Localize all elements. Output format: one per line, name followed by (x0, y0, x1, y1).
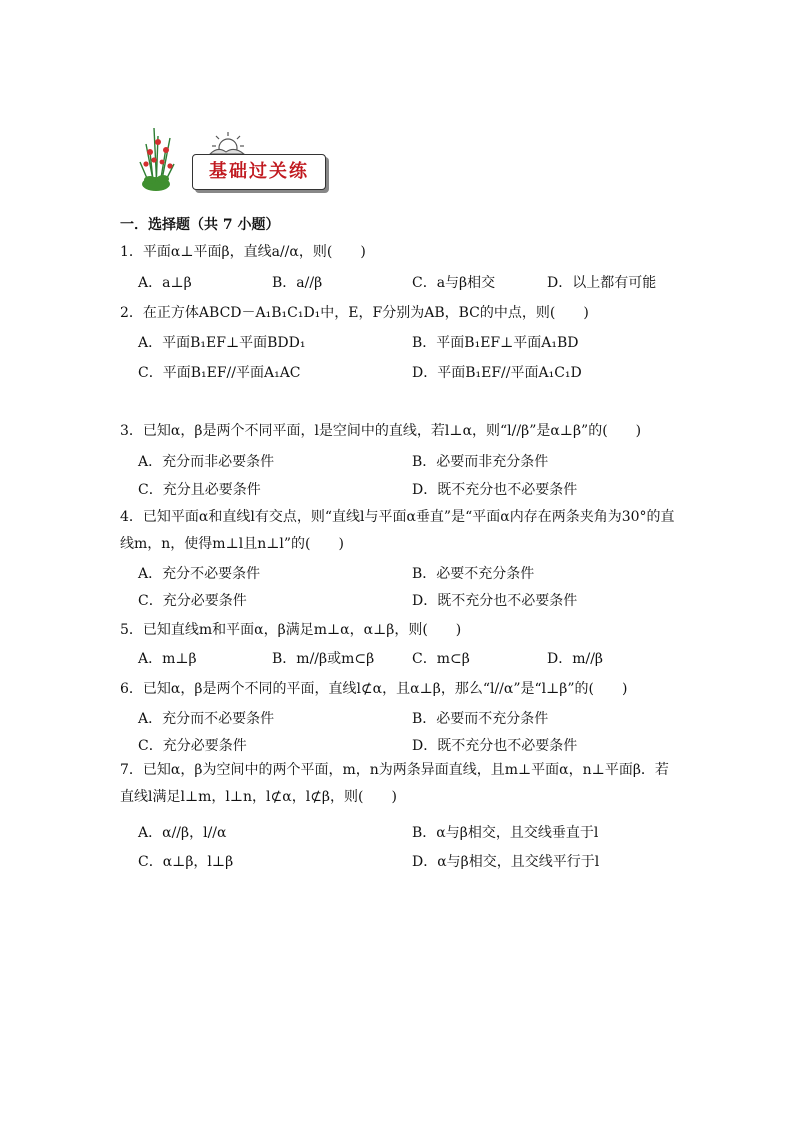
q6-option-a: A．充分而不必要条件 (138, 711, 275, 727)
q7-option-d: D．α与β相交，且交线平行于l (412, 854, 600, 870)
section-heading: 一．选择题（共 7 小题） (120, 217, 280, 233)
q5-option-d: D．m//β (547, 651, 604, 667)
question-2-stem: 2．在正方体ABCD－A₁B₁C₁D₁中，E，F分别为AB，BC的中点，则( ) (120, 305, 589, 321)
q7-option-b: B．α与β相交，且交线垂直于l (412, 825, 599, 841)
q1-option-c: C．a与β相交 (412, 275, 496, 291)
q3-option-c: C．充分且必要条件 (138, 482, 261, 498)
banner-title: 基础过关练 (209, 161, 309, 182)
q3-option-b: B．必要而非充分条件 (412, 454, 549, 470)
q4-option-c: C．充分必要条件 (138, 593, 247, 609)
q3-option-d: D．既不充分也不必要条件 (412, 482, 578, 498)
q3-option-a: A．充分而非必要条件 (138, 454, 275, 470)
banner-label-box (192, 154, 326, 190)
q5-option-b: B．m//β或m⊂β (272, 651, 375, 667)
q6-option-d: D．既不充分也不必要条件 (412, 738, 578, 754)
q1-option-a: A．a⊥β (138, 275, 192, 291)
q4-option-a: A．充分不必要条件 (138, 566, 261, 582)
q5-option-c: C．m⊂β (412, 651, 470, 667)
q6-option-b: B．必要而不充分条件 (412, 711, 549, 727)
question-6-stem: 6．已知α，β是两个不同的平面，直线l⊄α，且α⊥β，那么“l//α”是“l⊥β”的( ) (120, 681, 628, 697)
q2-option-c: C．平面B₁EF//平面A₁AC (138, 365, 301, 381)
q6-option-c: C．充分必要条件 (138, 738, 247, 754)
q7-option-c: C．α⊥β，l⊥β (138, 854, 234, 870)
question-4-stem: 4．已知平面α和直线l有交点，则“直线l与平面α垂直”是“平面α内存在两条夹角为30°的直线m，n，使得m⊥l且n⊥l”的( ) (120, 509, 675, 552)
q5-option-a: A．m⊥β (138, 651, 197, 667)
q1-option-b: B．a//β (272, 275, 323, 291)
q1-option-d: D．以上都有可能 (547, 275, 657, 291)
q4-option-d: D．既不充分也不必要条件 (412, 593, 578, 609)
q4-option-b: B．必要不充分条件 (412, 566, 535, 582)
question-3-stem: 3．已知α，β是两个不同平面，l是空间中的直线，若l⊥α，则“l//β”是α⊥β”的( ) (120, 423, 642, 439)
question-1-stem: 1．平面α⊥平面β，直线a//α，则( ) (120, 244, 366, 260)
q2-option-a: A．平面B₁EF⊥平面BDD₁ (138, 335, 306, 351)
q2-option-d: D．平面B₁EF//平面A₁C₁D (412, 365, 582, 381)
q2-option-b: B．平面B₁EF⊥平面A₁BD (412, 335, 579, 351)
question-5-stem: 5．已知直线m和平面α，β满足m⊥α，α⊥β，则( ) (120, 622, 462, 638)
q7-option-a: A．α//β，l//α (138, 825, 227, 841)
section-banner (132, 122, 332, 194)
question-7-stem: 7．已知α，β为空间中的两个平面，m，n为两条异面直线，且m⊥平面α，n⊥平面β．若直线l满足l⊥m，l⊥n，l⊄α，l⊄β，则( ) (120, 762, 669, 805)
